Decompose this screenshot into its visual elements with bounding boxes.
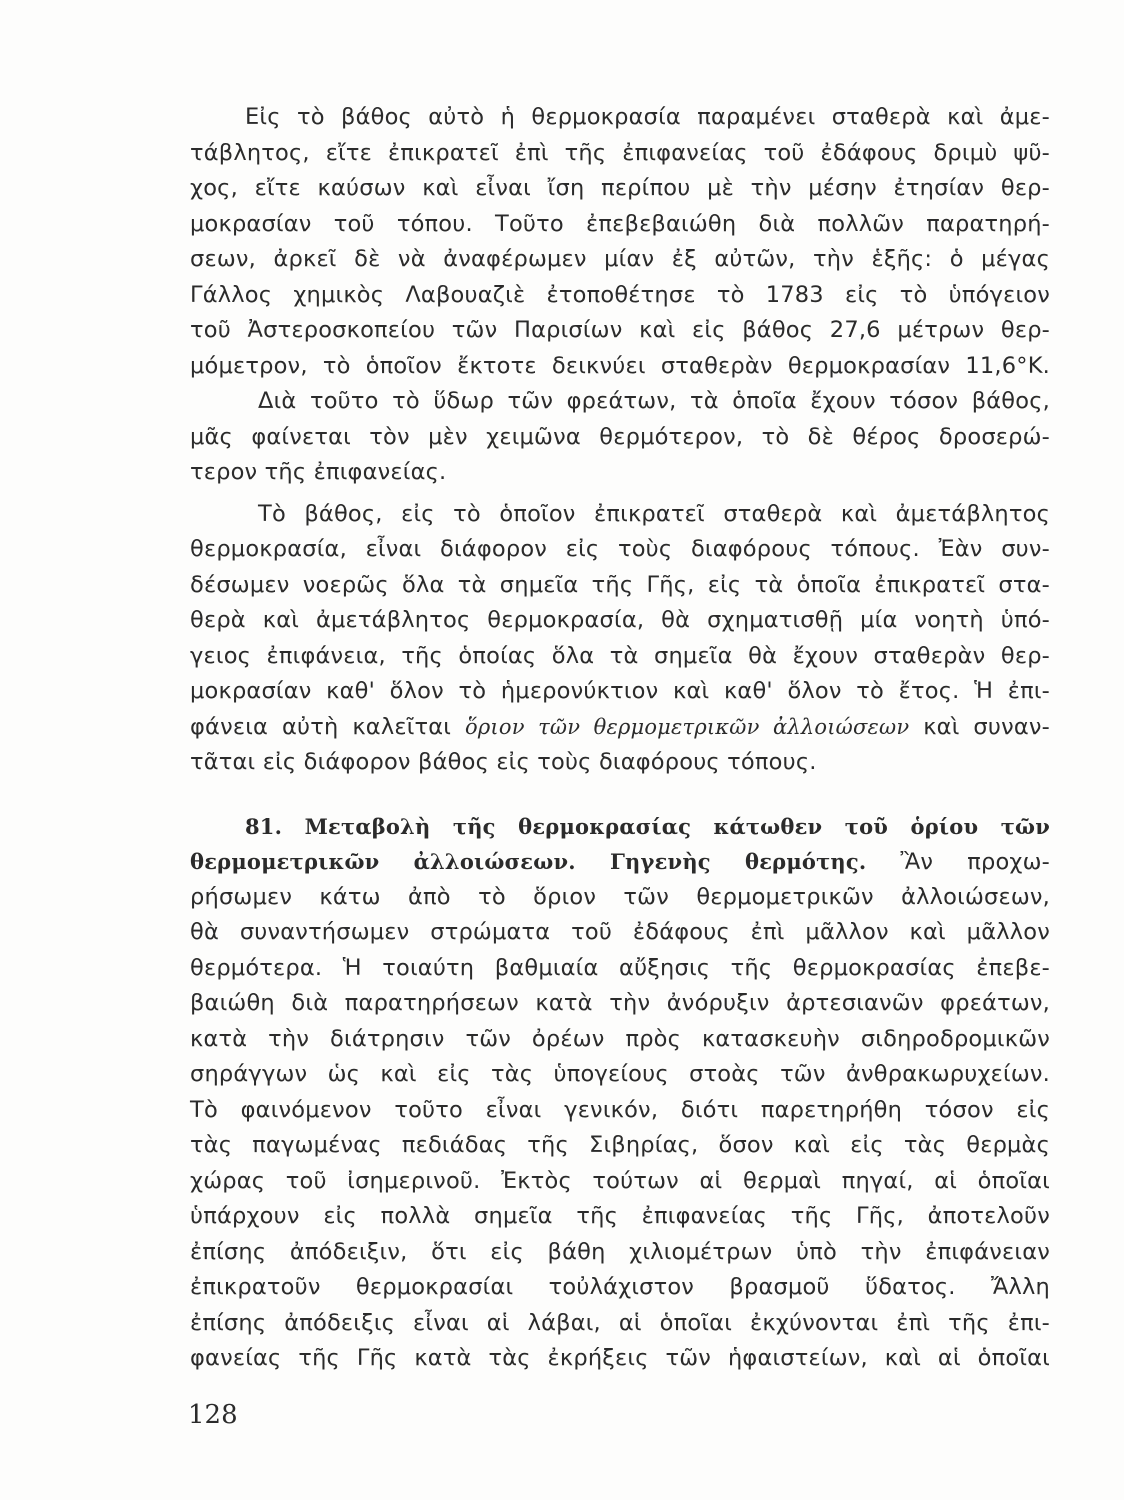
text-line: γειος ἐπιφάνεια, τῆς ὁποίας ὅλα τὰ σημεῖα θὰ ἔχουν σταθερὰν θερ-: [190, 642, 1050, 669]
section-heading-continued: θερμομετρικῶν ἀλλοιώσεων. Γηγενὴς θερμότης.: [190, 849, 867, 874]
text-line: ἐπίσης ἀπόδειξιν, ὅτι εἰς βάθη χιλιομέτρων ὑπὸ τὴν ἐπιφάνειαν: [190, 1238, 1050, 1265]
text-line: ἐπικρατοῦν θερμοκρασίαι τοὐλάχιστον βρασμοῦ ὕδατος. Ἄλλη: [190, 1274, 1050, 1300]
text-line: φανείας τῆς Γῆς κατὰ τὰς ἐκρήξεις τῶν ἡφαιστείων, καὶ αἱ ὁποῖαι: [190, 1345, 1050, 1371]
paragraph-1: [190, 100, 1050, 384]
text-fragment: φάνεια αὐτὴ καλεῖται: [190, 713, 452, 740]
text-line: Διὰ τοῦτο τὸ ὕδωρ τῶν φρεάτων, τὰ ὁποῖα ἔχουν τόσον βάθος,: [258, 388, 1050, 414]
text-line: μοκρασίαν τοῦ τόπου. Τοῦτο ἐπεβεβαιώθη διὰ πολλῶν παρατηρή-: [190, 210, 1050, 237]
text-fragment: καὶ συναν-: [923, 713, 1051, 740]
italic-term: ὅριον τῶν θερμομετρικῶν ἀλλοιώσεων: [465, 714, 910, 739]
paragraph-3: [190, 497, 1050, 781]
text-line: Τὸ φαινόμενον τοῦτο εἶναι γενικόν, διότι παρετηρήθη τόσον εἰς: [190, 1096, 1050, 1123]
section-81: [190, 809, 1050, 1377]
section-heading: 81. Μεταβολὴ τῆς θερμοκρασίας κάτωθεν τοῦ ὁρίου τῶν: [245, 813, 1050, 839]
text-line: τερον τῆς ἐπιφανείας.: [190, 459, 447, 485]
text-line: μᾶς φαίνεται τὸν μὲν χειμῶνα θερμότερον, τὸ δὲ θέρος δροσερώ-: [190, 423, 1050, 450]
text-line: σεων, ἀρκεῖ δὲ νὰ ἀναφέρωμεν μίαν ἐξ αὐτῶν, τὴν ἑξῆς: ὁ μέγας: [190, 246, 1050, 272]
text-line: τᾶται εἰς διάφορον βάθος εἰς τοὺς διαφόρους τόπους.: [190, 749, 817, 775]
page-number: 128: [188, 1400, 238, 1430]
text-line: χώρας τοῦ ἰσημερινοῦ. Ἐκτὸς τούτων αἱ θερμαὶ πηγαί, αἱ ὁποῖαι: [190, 1167, 1050, 1194]
text-fragment: Ἂν προχω-: [900, 849, 1050, 875]
text-line: Τὸ βάθος, εἰς τὸ ὁποῖον ἐπικρατεῖ σταθερὰ καὶ ἀμετάβλητος: [258, 500, 1050, 527]
text-line: χος, εἴτε καύσων καὶ εἶναι ἴση περίπου μὲ τὴν μέσην ἐτησίαν θερ-: [190, 175, 1050, 201]
text-line: θερμότερα. Ἡ τοιαύτη βαθμιαία αὔξησις τῆς θερμοκρασίας ἐπεβε-: [190, 954, 1050, 981]
text-line: ρήσωμεν κάτω ἀπὸ τὸ ὅριον τῶν θερμομετρικῶν ἀλλοιώσεων,: [190, 883, 1050, 910]
text-line: ἐπίσης ἀπόδειξις εἶναι αἱ λάβαι, αἱ ὁποῖαι ἐκχύνονται ἐπὶ τῆς ἐπι-: [190, 1309, 1050, 1336]
text-line: σηράγγων ὡς καὶ εἰς τὰς ὑπογείους στοὰς τῶν ἀνθρακωρυχείων.: [190, 1061, 1050, 1087]
text-line: Εἰς τὸ βάθος αὐτὸ ἡ θερμοκρασία παραμένει σταθερὰ καὶ ἀμε-: [245, 104, 1050, 130]
text-line: τοῦ Ἀστεροσκοπείου τῶν Παρισίων καὶ εἰς βάθος 27,6 μέτρων θερ-: [190, 317, 1050, 343]
text-line: τὰς παγωμένας πεδιάδας τῆς Σιβηρίας, ὅσον καὶ εἰς τὰς θερμὰς: [190, 1132, 1050, 1158]
page-text: [190, 100, 1050, 1377]
text-line: θερμοκρασία, εἶναι διάφορον εἰς τοὺς διαφόρους τόπους. Ἐὰν συν-: [190, 536, 1050, 562]
text-line: θὰ συναντήσωμεν στρώματα τοῦ ἐδάφους ἐπὶ μᾶλλον καὶ μᾶλλον: [190, 919, 1050, 945]
text-line: μοκρασίαν καθ' ὅλον τὸ ἡμερονύκτιον καὶ καθ' ὅλον τὸ ἔτος. Ἡ ἐπι-: [190, 678, 1050, 704]
section-gap: [190, 781, 1050, 809]
text-line-with-term: [190, 710, 1050, 746]
paragraph-2: [190, 384, 1050, 491]
text-line: βαιώθη διὰ παρατηρήσεων κατὰ τὴν ἀνόρυξιν ἀρτεσιανῶν φρεάτων,: [190, 990, 1050, 1016]
text-line: κατὰ τὴν διάτρησιν τῶν ὀρέων πρὸς κατασκευὴν σιδηροδρομικῶν: [190, 1025, 1050, 1052]
section-heading-line-2: [190, 844, 1050, 880]
text-line: Γάλλος χημικὸς Λαβουαζιὲ ἐτοποθέτησε τὸ 1783 εἰς τὸ ὑπόγειον: [190, 281, 1050, 308]
text-line: μόμετρον, τὸ ὁποῖον ἔκτοτε δεικνύει σταθερὰν θερμοκρασίαν 11,6°Κ.: [190, 352, 1050, 379]
text-line: θερὰ καὶ ἀμετάβλητος θερμοκρασία, θὰ σχηματισθῇ μία νοητὴ ὑπό-: [190, 607, 1050, 633]
text-line: ὑπάρχουν εἰς πολλὰ σημεῖα τῆς ἐπιφανείας τῆς Γῆς, ἀποτελοῦν: [190, 1203, 1050, 1229]
text-line: δέσωμεν νοερῶς ὅλα τὰ σημεῖα τῆς Γῆς, εἰς τὰ ὁποῖα ἐπικρατεῖ στα-: [190, 571, 1050, 598]
text-line: τάβλητος, εἴτε ἐπικρατεῖ ἐπὶ τῆς ἐπιφανείας τοῦ ἐδάφους δριμὺ ψῦ-: [190, 139, 1050, 166]
